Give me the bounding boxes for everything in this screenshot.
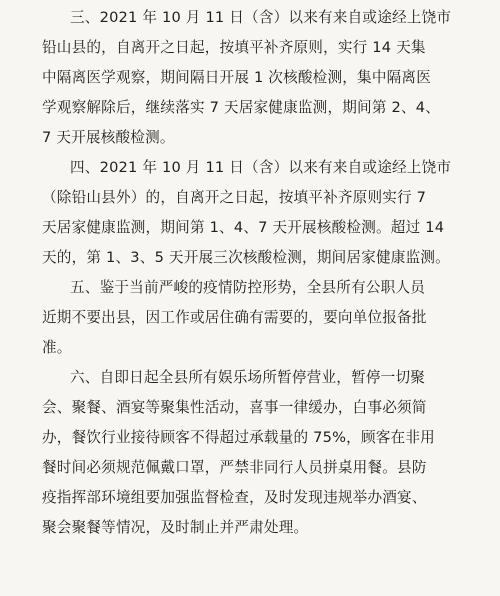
text-line: 四、2021 年 10 月 11 日（含）以来有来自或途经上饶市 [70,159,452,176]
text-line: 五、鉴于当前严峻的疫情防控形势，全县所有公职人员 [70,279,426,296]
text-line: 天居家健康监测，期间第 1、4、7 天开展核酸检测。超过 14 [42,219,445,236]
text-line: 六、自即日起全县所有娱乐场所暂停营业，暂停一切聚 [70,369,426,386]
text-line: 近期不要出县，因工作或居住确有需要的，要向单位报备批 [42,309,427,326]
text-line: 疫指挥部环境组要加强监督检查，及时发现违规举办酒宴、 [42,489,427,506]
text-line: 办，餐饮行业接待顾客不得超过承载量的 75%，顾客在非用 [42,429,435,446]
text-line: 餐时间必须规范佩戴口罩，严禁非同行人员拼桌用餐。县防 [42,459,427,476]
text-line: 三、2021 年 10 月 11 日（含）以来有来自或途经上饶市 [70,9,452,26]
text-line: 天的，第 1、3、5 天开展三次核酸检测，期间居家健康监测。 [42,249,450,266]
text-line: 准。 [42,339,72,356]
text-line: 中隔离医学观察，期间隔日开展 1 次核酸检测，集中隔离医 [42,69,432,86]
text-line: 铅山县的，自离开之日起，按填平补齐原则，实行 14 天集 [42,39,426,56]
text-line: 聚会聚餐等情况，及时制止并严肃处理。 [42,519,309,536]
text-line: 会、聚餐、酒宴等聚集性活动，喜事一律缓办，白事必须简 [42,399,427,416]
text-line: （除铅山县外）的，自离开之日起，按填平补齐原则实行 7 [42,189,427,206]
text-line: 7 天开展核酸检测。 [42,129,175,146]
text-line: 学观察解除后，继续落实 7 天居家健康监测，期间第 2、4、 [42,99,441,116]
